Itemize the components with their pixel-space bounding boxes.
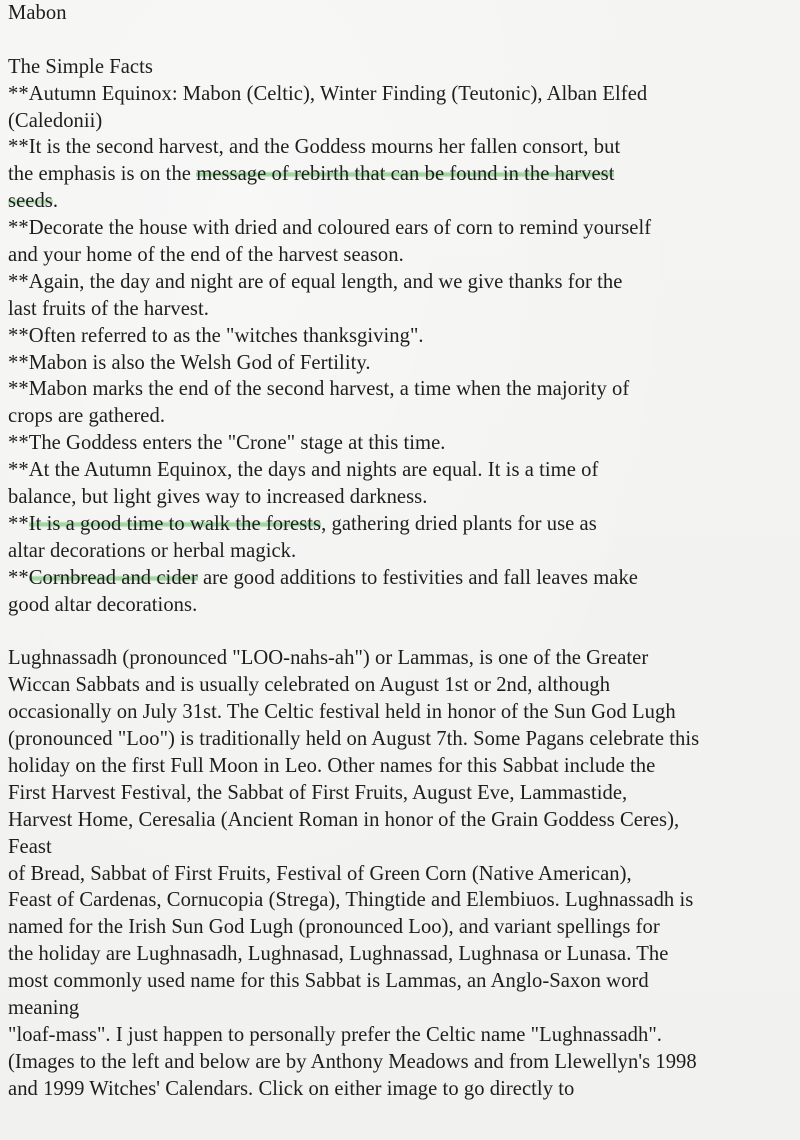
text-line: and your home of the end of the harvest season. <box>8 244 404 267</box>
text-line: named for the Irish Sun God Lugh (pronounced Loo), and variant spellings for <box>8 916 660 939</box>
text-line: holiday on the first Full Moon in Leo. Other names for this Sabbat include the <box>8 754 656 777</box>
text-segment: . <box>52 190 59 213</box>
text-segment: , gathering dried plants for use as <box>321 512 597 535</box>
text-line: **Often referred to as the "witches thanksgiving". <box>8 324 424 347</box>
text-line: balance, but light gives way to increased darkness. <box>8 486 428 509</box>
text-line: Feast <box>8 835 52 858</box>
text-line: occasionally on July 31st. The Celtic festival held in honor of the Sun God Lugh <box>8 701 676 724</box>
text-line <box>8 565 800 592</box>
text-line: Wiccan Sabbats and is usually celebrated on August 1st or 2nd, although <box>8 674 611 697</box>
document-body <box>8 0 800 1103</box>
text-line: of Bread, Sabbat of First Fruits, Festival of Green Corn (Native American), <box>8 862 632 885</box>
blank-line <box>8 618 800 645</box>
text-line: Feast of Cardenas, Cornucopia (Strega), Thingtide and Elembiuos. Lughnassadh is <box>8 889 694 912</box>
text-segment: ** <box>8 566 29 589</box>
text-line: (Caledonii) <box>8 109 103 132</box>
text-line: **Autumn Equinox: Mabon (Celtic), Winter Finding (Teutonic), Alban Elfed <box>8 82 648 105</box>
text-line <box>8 188 800 215</box>
text-line: **Decorate the house with dried and coloured ears of corn to remind yourself <box>8 217 652 240</box>
section-heading: The Simple Facts <box>8 55 153 78</box>
text-line <box>8 511 800 538</box>
text-line: last fruits of the harvest. <box>8 297 209 320</box>
blank-line <box>8 27 800 54</box>
text-line: (pronounced "Loo") is traditionally held on August 7th. Some Pagans celebrate this <box>8 728 700 751</box>
text-line: **Mabon marks the end of the second harvest, a time when the majority of <box>8 378 630 401</box>
text-line: Lughnassadh (pronounced "LOO-nahs-ah") or Lammas, is one of the Greater <box>8 647 649 670</box>
text-line: "loaf-mass". I just happen to personally prefer the Celtic name "Lughnassadh". <box>8 1023 663 1046</box>
highlighted-text: It is a good time to walk the forests <box>28 512 322 535</box>
text-segment: the emphasis is on the <box>8 163 197 186</box>
text-line: **The Goddess enters the "Crone" stage at this time. <box>8 432 446 455</box>
highlighted-text: message of rebirth that can be found in the harvest <box>196 163 615 186</box>
text-line: Harvest Home, Ceresalia (Ancient Roman in honor of the Grain Goddess Ceres), <box>8 808 680 831</box>
text-line: **Mabon is also the Welsh God of Fertility. <box>8 351 371 374</box>
highlighted-text: Cornbread and cider <box>28 566 198 589</box>
text-segment: are good additions to festivities and fall leaves make <box>197 566 639 589</box>
text-line: most commonly used name for this Sabbat is Lammas, an Anglo-Saxon word <box>8 970 649 993</box>
text-line: **Again, the day and night are of equal length, and we give thanks for the <box>8 270 623 293</box>
text-line: (Images to the left and below are by Anthony Meadows and from Llewellyn's 1998 <box>8 1050 697 1073</box>
text-line: First Harvest Festival, the Sabbat of First Fruits, August Eve, Lammastide, <box>8 781 628 804</box>
text-line: crops are gathered. <box>8 405 166 428</box>
text-line: meaning <box>8 996 80 1019</box>
text-line: the holiday are Lughnasadh, Lughnasad, Lughnassad, Lughnasa or Lunasa. The <box>8 943 669 966</box>
text-line: good altar decorations. <box>8 593 198 616</box>
text-segment: ** <box>8 512 29 535</box>
text-line: and 1999 Witches' Calendars. Click on either image to go directly to <box>8 1077 575 1100</box>
text-line: **At the Autumn Equinox, the days and nights are equal. It is a time of <box>8 459 599 482</box>
page-title: Mabon <box>8 2 67 24</box>
text-line: **It is the second harvest, and the Goddess mourns her fallen consort, but <box>8 136 621 159</box>
highlighted-text: seeds <box>8 190 53 213</box>
text-line <box>8 161 800 188</box>
text-line: altar decorations or herbal magick. <box>8 539 297 562</box>
